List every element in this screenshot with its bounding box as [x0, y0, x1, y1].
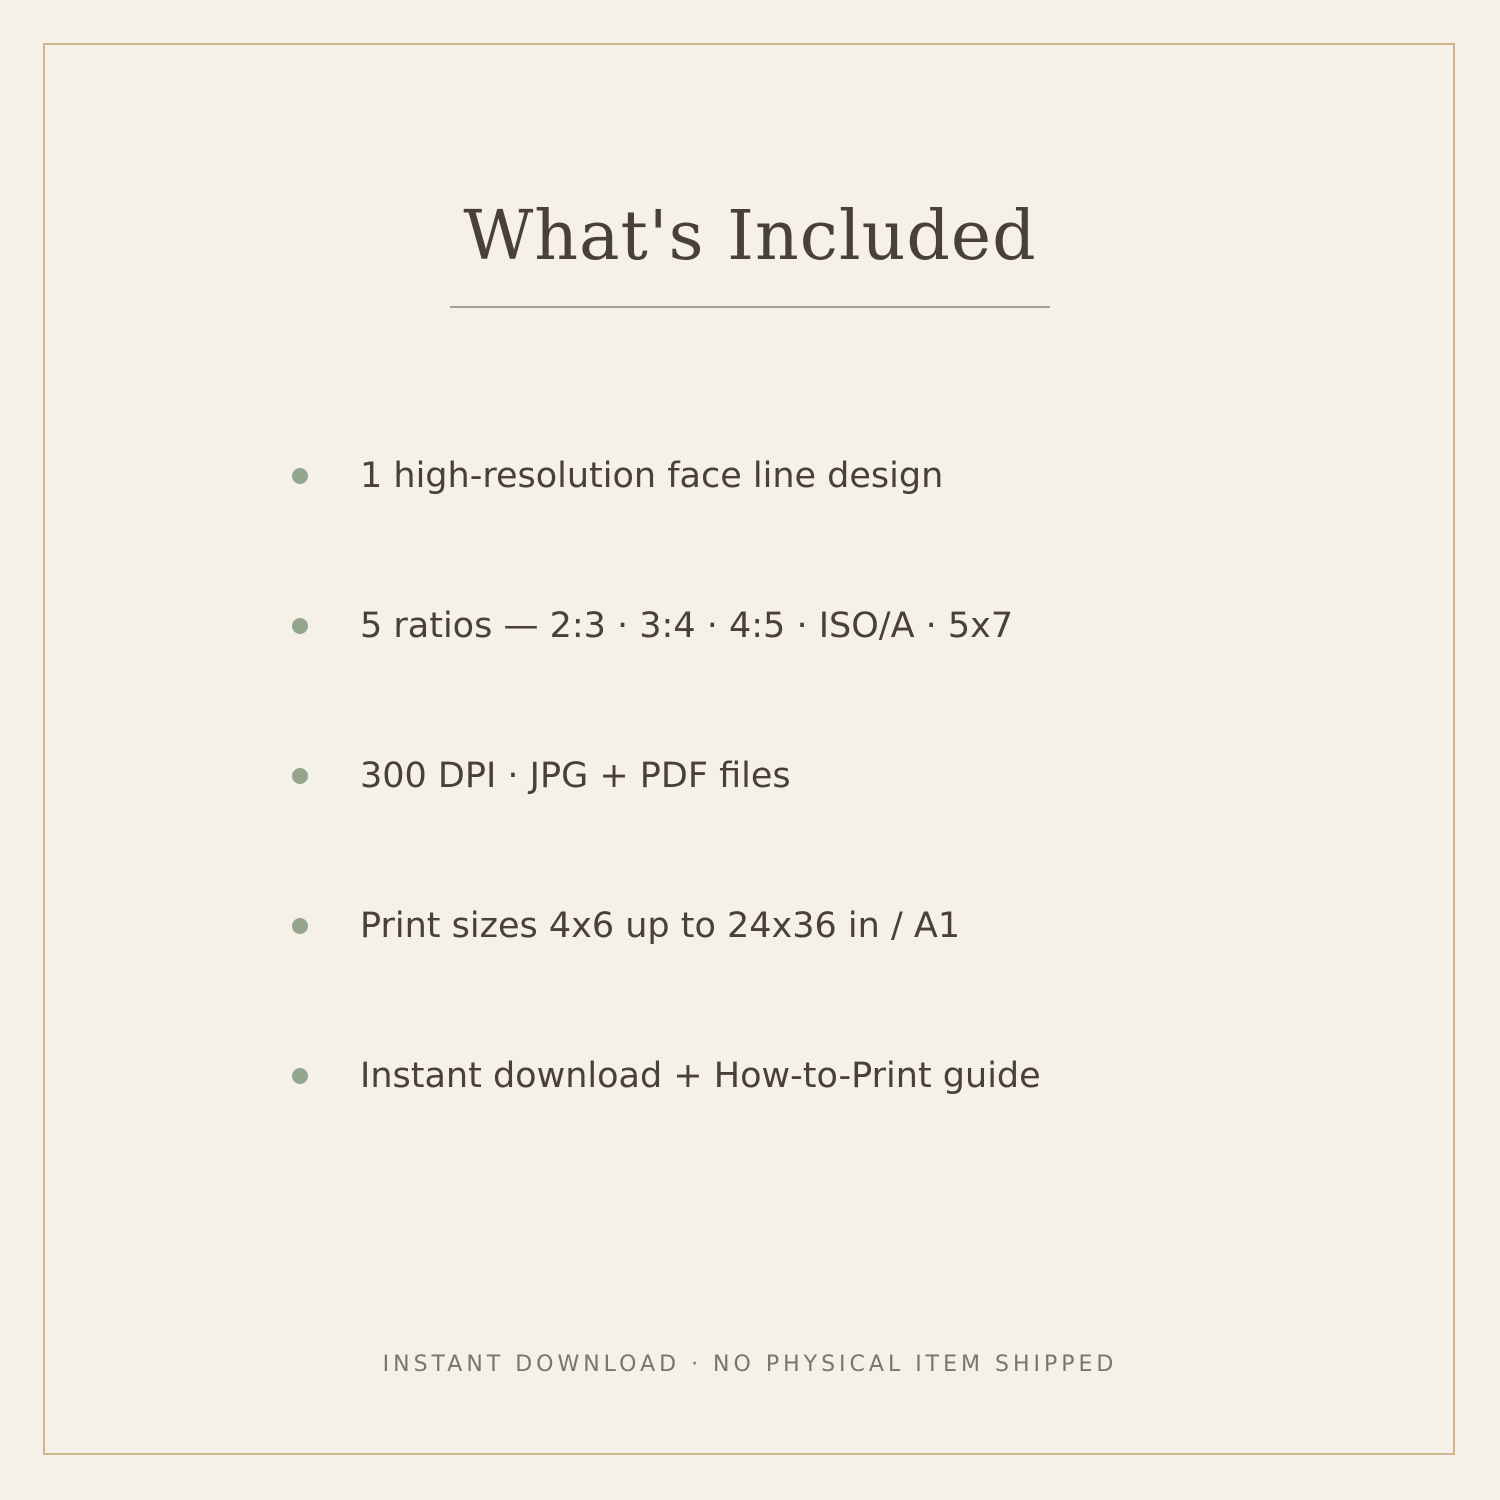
page-title: What's Included — [463, 196, 1037, 276]
list-item — [290, 596, 1290, 656]
list-item — [290, 746, 1290, 806]
bullet-icon — [292, 768, 308, 784]
list-item-text: 1 high-resolution face line design — [360, 456, 944, 496]
list-item-text: Print sizes 4x6 up to 24x36 in / A1 — [360, 906, 961, 946]
bullet-icon — [292, 468, 308, 484]
bullet-icon — [292, 918, 308, 934]
list-item-text: Instant download + How-to-Print guide — [360, 1056, 1041, 1096]
list-item — [290, 1046, 1290, 1106]
list-item — [290, 896, 1290, 956]
list-item-text: 5 ratios — 2:3 · 3:4 · 4:5 · ISO/A · 5x7 — [360, 606, 1014, 646]
bullet-icon — [292, 1068, 308, 1084]
list-item-text: 300 DPI · JPG + PDF files — [360, 756, 791, 796]
footer-note: INSTANT DOWNLOAD · NO PHYSICAL ITEM SHIPPED — [382, 1352, 1118, 1377]
bullet-icon — [292, 618, 308, 634]
list-item — [290, 446, 1290, 506]
